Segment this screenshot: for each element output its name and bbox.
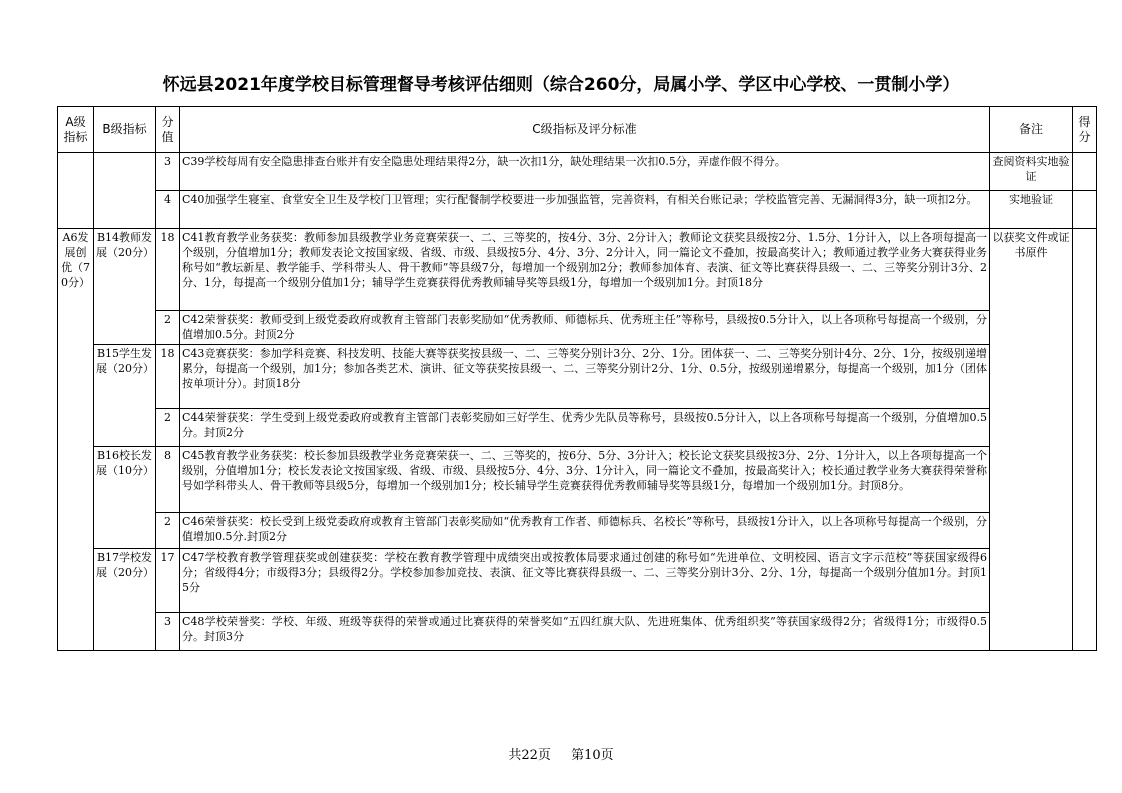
page-title: 怀远县2021年度学校目标管理督导考核评估细则（综合260分，局属小学、学区中心学校、一贯制小学） — [162, 75, 960, 95]
note-cell: 查阅资料实地验证 — [990, 153, 1073, 191]
note-cell: 以获奖文件或证书原件 — [990, 229, 1073, 651]
header-result: 得分 — [1073, 107, 1097, 153]
result-cell — [1073, 229, 1097, 651]
criteria-cell: C40加强学生寝室、食堂安全卫生及学校门卫管理；实行配餐制学校要进一步加强监管，完善资料，有相关台账记录；学校监管完善、无漏洞得3分，缺一项扣2分。 — [180, 191, 990, 229]
note-cell: 实地验证 — [990, 191, 1073, 229]
header-score: 分值 — [156, 107, 180, 153]
table-row — [58, 153, 1097, 191]
evaluation-table — [57, 106, 1097, 651]
score-cell: 17 — [156, 549, 180, 613]
a-level-cell-empty — [58, 153, 94, 229]
b15-label: B15学生发展（20分） — [94, 345, 156, 447]
header-note: 备注 — [990, 107, 1073, 153]
table-row — [58, 191, 1097, 229]
score-cell: 18 — [156, 229, 180, 311]
score-cell: 2 — [156, 409, 180, 447]
criteria-cell: C39学校每周有安全隐患排查台账并有安全隐患处理结果得2分，缺一次扣1分，缺处理结果一次扣0.5分，弄虚作假不得分。 — [180, 153, 990, 191]
criteria-cell: C46荣誉获奖：校长受到上级党委政府或教育主管部门表彰奖励如“优秀教育工作者、师德标兵、名校长”等称号，县级按1分计入，以上各项称号每提高一个级别，分值增加0.5分.封顶2分 — [180, 513, 990, 549]
result-cell — [1073, 191, 1097, 229]
table-row — [58, 311, 1097, 345]
b16-label: B16校长发展（10分） — [94, 447, 156, 549]
page-footer — [0, 744, 1122, 763]
total-pages: 共22页 — [508, 748, 551, 763]
criteria-cell: C44荣誉获奖：学生受到上级党委政府或教育主管部门表彰奖励如三好学生、优秀少先队员等称号，县级按0.5分计入，以上各项称号每提高一个级别，分值增加0.5分。封顶2分 — [180, 409, 990, 447]
criteria-cell: C42荣誉获奖：教师受到上级党委政府或教育主管部门表彰奖励如“优秀教师、师德标兵、优秀班主任”等称号，县级按0.5分计入，以上各项称号每提高一个级别，分值增加0.5分。封顶2分 — [180, 311, 990, 345]
score-cell: 4 — [156, 191, 180, 229]
table-row — [58, 229, 1097, 311]
table-row — [58, 549, 1097, 613]
result-cell — [1073, 153, 1097, 191]
score-cell: 3 — [156, 613, 180, 651]
header-c-level: C级指标及评分标准 — [180, 107, 990, 153]
table-header-row — [58, 107, 1097, 153]
score-cell: 18 — [156, 345, 180, 409]
criteria-cell: C43竞赛获奖：参加学科竞赛、科技发明、技能大赛等获奖按县级一、二、三等奖分别计3分、2分、1分。团体获一、二、三等奖分别计4分、2分、1分，按级别递增累分，每提高一个级别，加1分；参加各类艺术、演讲、征文等获奖按县级一、二、三等奖分别计2分、1分、0.5分，按级别递增累分，每提高一个级别，加1分（团体按单项计分）。封顶18分 — [180, 345, 990, 409]
a6-label: A6发展创优（70分） — [58, 229, 94, 651]
header-a-level: A级指标 — [58, 107, 94, 153]
criteria-cell: C41教育教学业务获奖：教师参加县级教学业务竞赛荣获一、二、三等奖的，按4分、3分、2分计入；教师论文获奖县级按2分、1.5分、1分计入，以上各项每提高一个级别，分值增加1分；教师发表论文按国家级、省级、市级、县级按5分、4分、3分、2分计入，同一篇论文不叠加，按最高奖计入；教师通过教学业务大赛获得业务称号如“教坛新星、教学能手、学科带头人、骨干教师”等县级7分，每增加一个级别加2分；教师参加体育、表演、征文等比赛获得县级一、二、三等奖分别计3分、2分、1分，每提高一个级别分值加1分；辅导学生竞赛获得优秀教师辅导奖等县级1分，每增加一个级别加1分。封顶18分 — [180, 229, 990, 311]
score-cell: 2 — [156, 311, 180, 345]
header-b-level: B级指标 — [94, 107, 156, 153]
table-row — [58, 447, 1097, 513]
b-level-cell-empty — [94, 153, 156, 229]
criteria-cell: C47学校教育教学管理获奖或创建获奖：学校在教育教学管理中成绩突出或按教体局要求通过创建的称号如“先进单位、文明校园、语言文字示范校”等获国家级得6分；省级得4分；市级得3分；县级得2分。学校参加参加竞技、表演、征文等比赛获得县级一、二、三等奖分别计3分、2分、1分，每提高一个级别分值加1分。封顶15分 — [180, 549, 990, 613]
b17-label: B17学校发展（20分） — [94, 549, 156, 651]
criteria-cell: C45教育教学业务获奖：校长参加县级教学业务竞赛荣获一、二、三等奖的，按6分、5分、3分计入；校长论文获奖县级按3分、2分、1分计入，以上各项每提高一个级别，分值增加1分；校长发表论文按国家级、省级、市级、县级按5分、4分、3分、1分计入，同一篇论文不叠加，按最高奖计入；校长通过教学业务大赛获得荣誉称号如学科带头人、骨干教师等县级5分，每增加一个级别加1分；校长辅导学生竞赛获得优秀教师辅导奖等县级1分，每增加一个级别加1分。封顶8分。 — [180, 447, 990, 513]
score-cell: 2 — [156, 513, 180, 549]
table-row — [58, 409, 1097, 447]
current-page: 第10页 — [571, 748, 614, 763]
table-row — [58, 345, 1097, 409]
table-row — [58, 613, 1097, 651]
score-cell: 8 — [156, 447, 180, 513]
table-row — [58, 513, 1097, 549]
score-cell: 3 — [156, 153, 180, 191]
b14-label: B14教师发展（20分） — [94, 229, 156, 345]
criteria-cell: C48学校荣誉奖：学校、年级、班级等获得的荣誉或通过比赛获得的荣誉奖如“五四红旗大队、先进班集体、优秀组织奖”等获国家级得2分；省级得1分；市级得0.5分。封顶3分 — [180, 613, 990, 651]
